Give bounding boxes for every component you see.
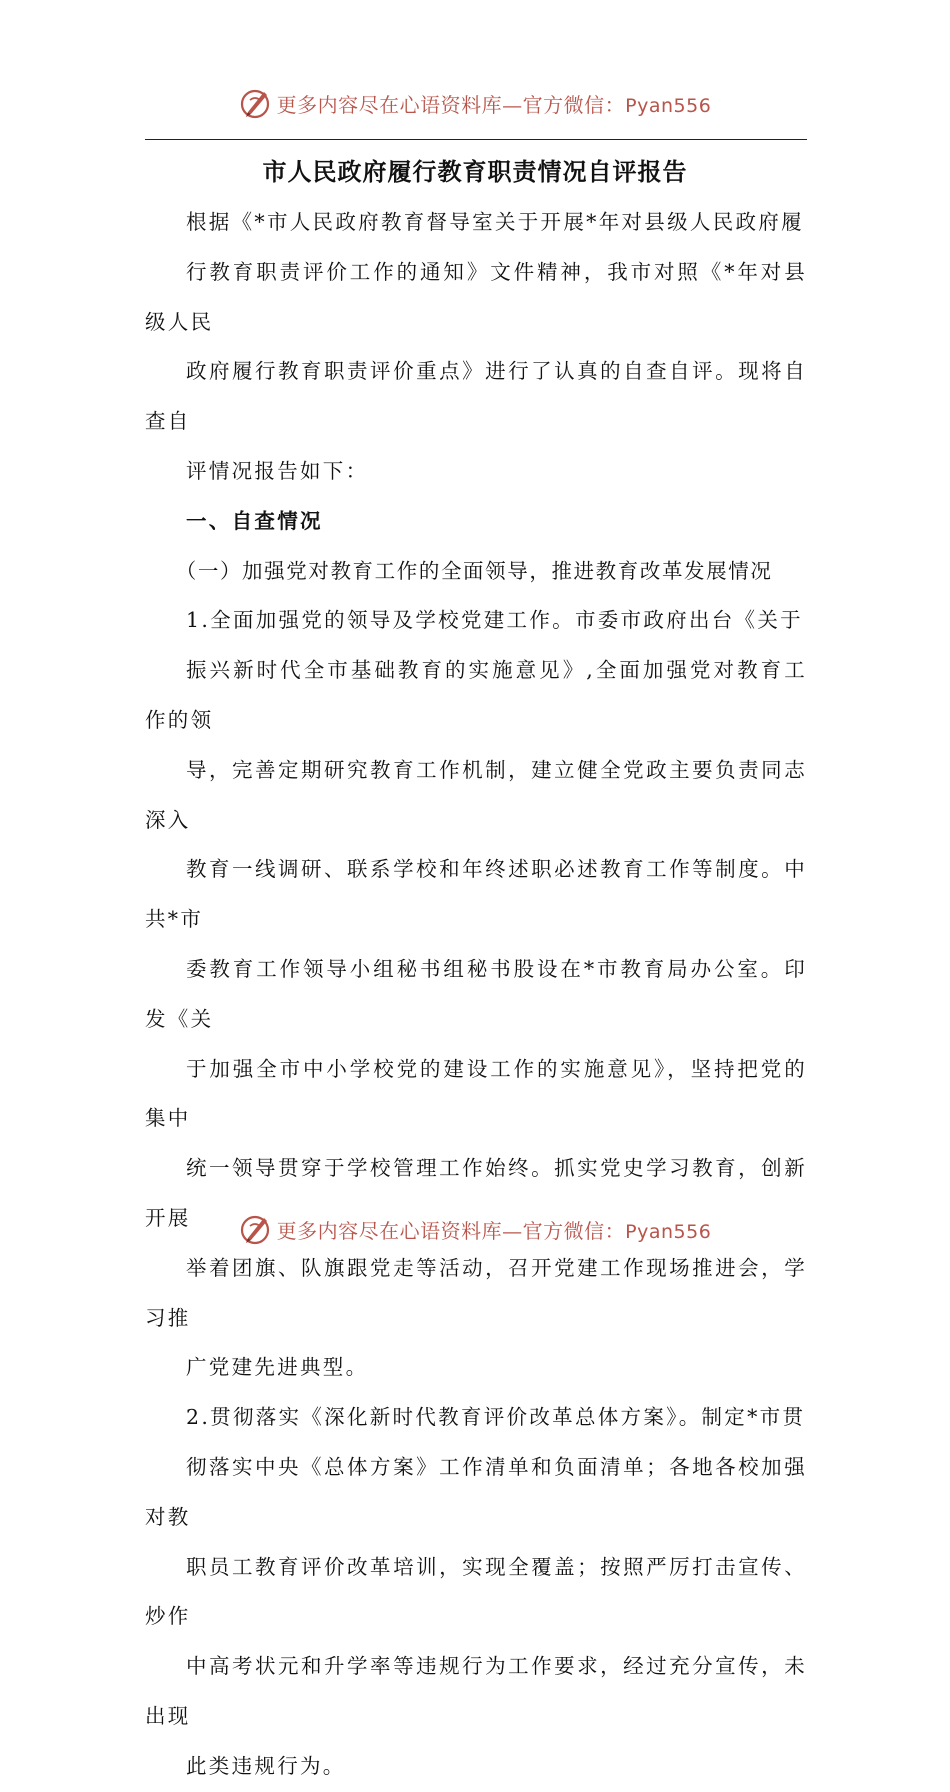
item-1-paragraph [145,596,807,1393]
item-2-paragraph [145,1393,807,1791]
text-line: 统一领导贯穿于学校管理工作始终。抓实党史学习教育，创新开展 [145,1156,807,1230]
text-line: 政府履行教育职责评价重点》进行了认真的自查自评。现将自查自 [145,359,807,434]
text-line: 此类违规行为。 [186,1753,346,1778]
section-heading: 一、自查情况 [186,508,323,533]
text-line: 于加强全市中小学校党的建设工作的实施意见》，坚持把党的集中 [145,1056,807,1131]
text-line: 根据《*市人民政府教育督导室关于开展*年对县级人民政府履 [186,210,804,234]
text-line: 行教育职责评价工作的通知》文件精神，我市对照《*年对县级人民 [145,259,807,334]
text-line: 中高考状元和升学率等违规行为工作要求，经过充分宣传，未出现 [145,1654,807,1728]
text-line: 导，完善定期研究教育工作机制，建立健全党政主要负责同志深入 [145,757,807,832]
text-line: 职员工教育评价改革培训，实现全覆盖；按照严厉打击宣传、炒作 [145,1554,807,1629]
header-watermark [0,83,950,123]
watermark-wechat-id: Pyan556 [625,1220,712,1243]
footer-watermark [0,1209,950,1249]
text-line: 评情况报告如下： [186,458,369,483]
subsection-heading: （一）加强党对教育工作的全面领导，推进教育改革发展情况 [175,558,773,583]
watermark-text: 更多内容尽在心语资料库—官方微信： [276,1218,626,1243]
watermark-text: 更多内容尽在心语资料库—官方微信： [276,92,626,117]
text-line: 彻落实中央《总体方案》工作清单和负面清单；各地各校加强对教 [145,1454,807,1529]
text-line: 举着团旗、队旗跟党走等活动，召开党建工作现场推进会，学习推 [145,1255,807,1330]
text-line: 广党建先进典型。 [186,1355,369,1380]
pen-logo-icon [239,86,273,120]
document-title: 市人民政府履行教育职责情况自评报告 [262,157,688,186]
text-line: 2.贯彻落实《深化新时代教育评价改革总体方案》。制定*市贯 [186,1405,806,1430]
pen-logo-icon [239,1212,273,1246]
text-line: 1.全面加强党的领导及学校党建工作。市委市政府出台《关于 [186,608,803,633]
watermark-wechat-id: Pyan556 [625,94,712,117]
text-line: 委教育工作领导小组秘书组秘书股设在*市教育局办公室。印发《关 [145,956,807,1031]
intro-paragraph [145,198,807,497]
header-divider [145,139,807,140]
text-line: 振兴新时代全市基础教育的实施意见》,全面加强党对教育工作的领 [145,658,807,732]
text-line: 教育一线调研、联系学校和年终述职必述教育工作等制度。中共*市 [145,857,807,932]
document-body [145,198,807,1792]
